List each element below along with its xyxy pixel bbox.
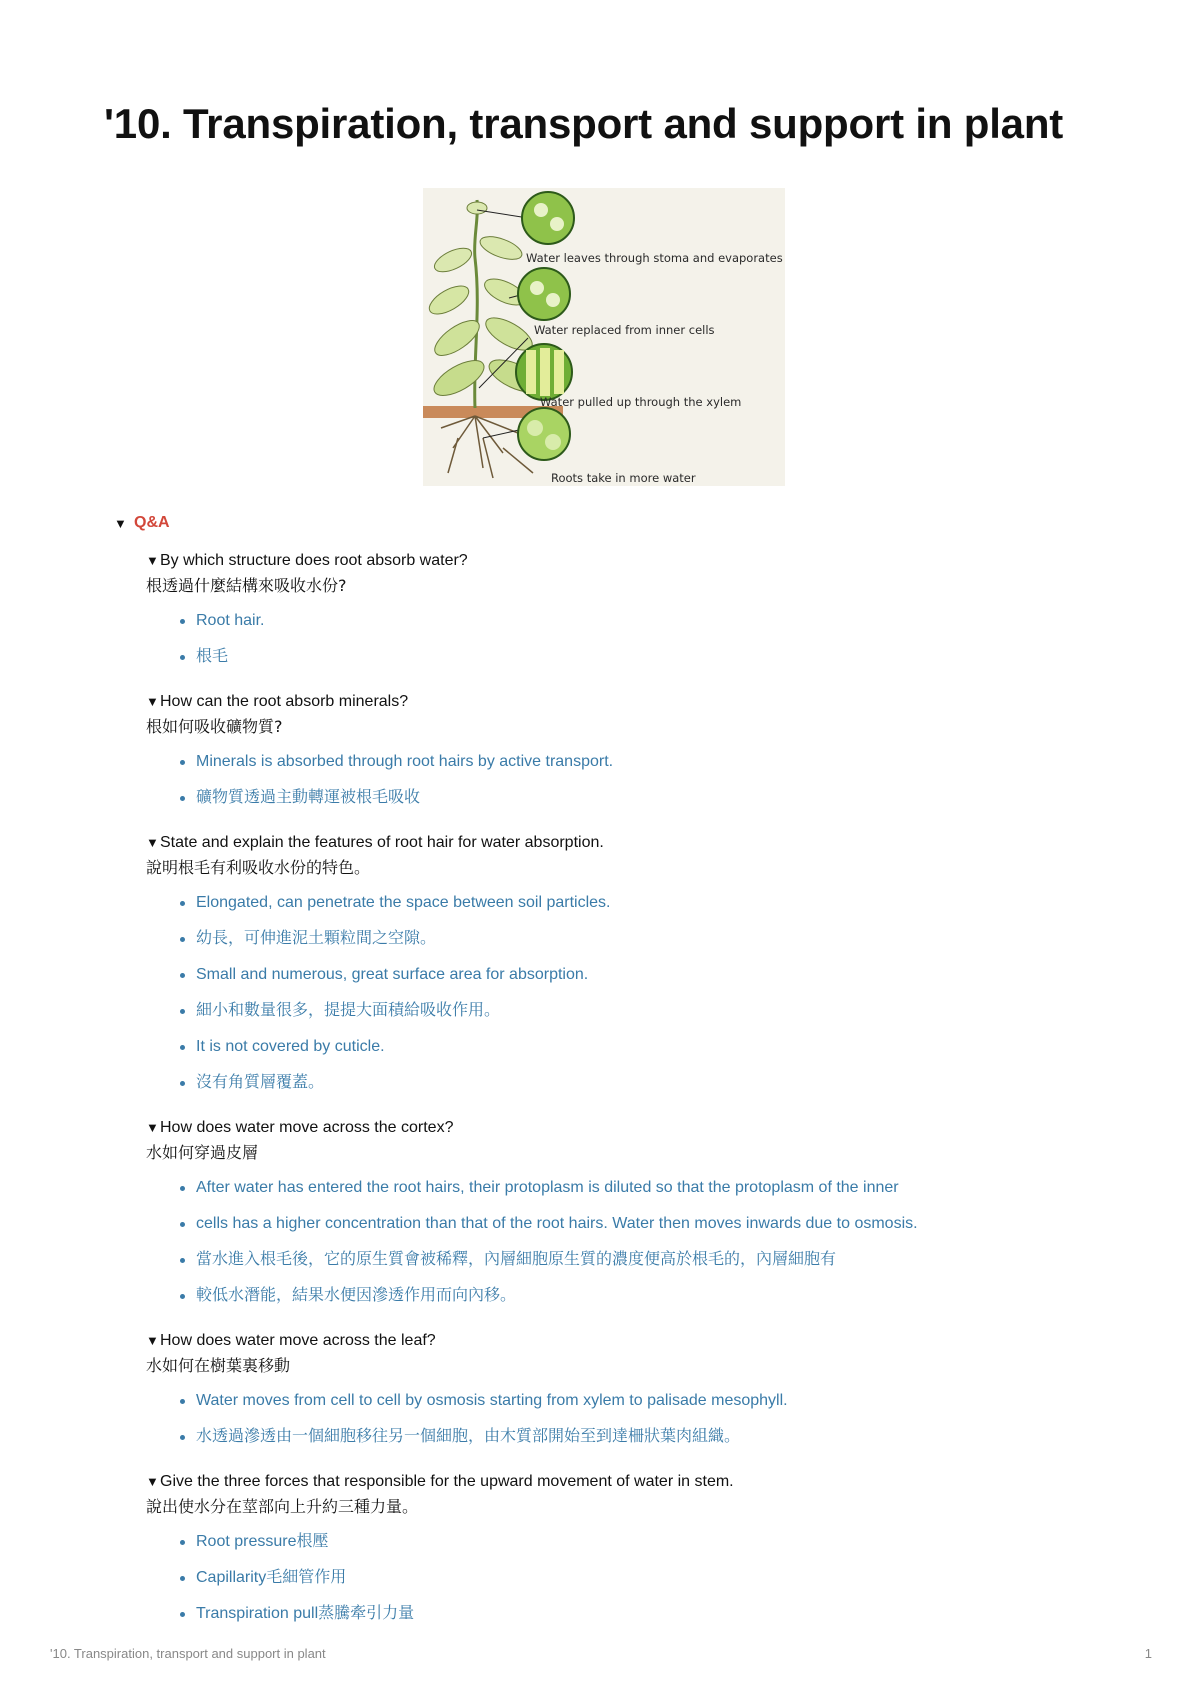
figure-label-xylem: Water pulled up through the xylem bbox=[540, 395, 742, 409]
answer-item: Capillarity毛細管作用 bbox=[196, 1565, 1046, 1601]
question-text-zh: 根如何吸收礦物質? bbox=[146, 717, 283, 736]
question-text-en: How does water move across the cortex? bbox=[160, 1119, 454, 1136]
answer-list bbox=[146, 1529, 1046, 1637]
question-block bbox=[146, 689, 1046, 739]
question-block bbox=[146, 1469, 1046, 1519]
answer-item: 根毛 bbox=[196, 644, 1046, 680]
answer-item: 當水進入根毛後，它的原生質會被稀釋，內層細胞原生質的濃度便高於根毛的，內層細胞有 bbox=[196, 1247, 1046, 1283]
question-toggle[interactable] bbox=[146, 830, 1046, 855]
qa-body bbox=[146, 548, 1046, 1646]
answer-item: 沒有角質層覆蓋。 bbox=[196, 1070, 1046, 1106]
triangle-down-icon[interactable]: ▼ bbox=[114, 515, 127, 531]
qa-toggle[interactable] bbox=[114, 514, 170, 532]
question-text-en: How does water move across the leaf? bbox=[160, 1332, 436, 1349]
answer-item: After water has entered the root hairs, their protoplasm is diluted so that the protoplasm of the inner bbox=[196, 1175, 1046, 1211]
triangle-down-icon[interactable]: ▼ bbox=[146, 553, 159, 568]
qa-toggle-label: Q&A bbox=[134, 514, 170, 531]
figure-label-inner-cells: Water replaced from inner cells bbox=[534, 323, 715, 337]
question-toggle[interactable] bbox=[146, 689, 1046, 714]
answer-item: Small and numerous, great surface area for absorption. bbox=[196, 962, 1046, 998]
triangle-down-icon[interactable]: ▼ bbox=[146, 835, 159, 850]
triangle-down-icon[interactable]: ▼ bbox=[146, 1333, 159, 1348]
footer-page-number: 1 bbox=[1144, 1646, 1152, 1661]
answer-item: Transpiration pull蒸騰牽引力量 bbox=[196, 1601, 1046, 1637]
answer-list bbox=[146, 749, 1046, 821]
transpiration-diagram bbox=[423, 188, 785, 486]
answer-item: Root pressure根壓 bbox=[196, 1529, 1046, 1565]
answer-item: It is not covered by cuticle. bbox=[196, 1034, 1046, 1070]
answer-item: 礦物質透過主動轉運被根毛吸收 bbox=[196, 785, 1046, 821]
footer-document-title: '10. Transpiration, transport and support in plant bbox=[50, 1646, 326, 1661]
triangle-down-icon[interactable]: ▼ bbox=[146, 694, 159, 709]
transpiration-diagram-svg bbox=[423, 188, 785, 486]
question-text-en: By which structure does root absorb water? bbox=[160, 552, 468, 569]
answer-item: 細小和數量很多，提提大面積給吸收作用。 bbox=[196, 998, 1046, 1034]
page-title: '10. Transpiration, transport and support in plant bbox=[104, 100, 1064, 147]
question-text-zh: 根透過什麼結構來吸收水份? bbox=[146, 576, 347, 595]
question-block bbox=[146, 548, 1046, 598]
question-text-zh: 說出使水分在莖部向上升約三種力量。 bbox=[146, 1497, 419, 1516]
question-toggle[interactable] bbox=[146, 1328, 1046, 1353]
answer-item: Minerals is absorbed through root hairs by active transport. bbox=[196, 749, 1046, 785]
answer-item: Water moves from cell to cell by osmosis starting from xylem to palisade mesophyll. bbox=[196, 1388, 1046, 1424]
answer-list bbox=[146, 890, 1046, 1106]
answer-item: cells has a higher concentration than that of the root hairs. Water then moves inwards due to osmosis. bbox=[196, 1211, 1046, 1247]
answer-item: 較低水潛能，結果水便因滲透作用而向內移。 bbox=[196, 1283, 1046, 1319]
answer-list bbox=[146, 1388, 1046, 1460]
answer-item: Root hair. bbox=[196, 608, 1046, 644]
question-block bbox=[146, 1328, 1046, 1378]
question-block bbox=[146, 1115, 1046, 1165]
triangle-down-icon[interactable]: ▼ bbox=[146, 1474, 159, 1489]
question-text-en: State and explain the features of root hair for water absorption. bbox=[160, 834, 604, 851]
question-text-zh: 水如何在樹葉裏移動 bbox=[146, 1356, 291, 1375]
question-toggle[interactable] bbox=[146, 1115, 1046, 1140]
answer-list bbox=[146, 608, 1046, 680]
answer-item: 幼長，可伸進泥土顆粒間之空隙。 bbox=[196, 926, 1046, 962]
answer-item: 水透過滲透由一個細胞移往另一個細胞，由木質部開始至到達柵狀葉肉組織。 bbox=[196, 1424, 1046, 1460]
answer-list bbox=[146, 1175, 1046, 1319]
question-text-zh: 水如何穿過皮層 bbox=[146, 1143, 259, 1162]
answer-item: Elongated, can penetrate the space between soil particles. bbox=[196, 890, 1046, 926]
question-text-en: Give the three forces that responsible for the upward movement of water in stem. bbox=[160, 1473, 734, 1490]
figure-label-stoma: Water leaves through stoma and evaporates bbox=[526, 251, 783, 265]
triangle-down-icon[interactable]: ▼ bbox=[146, 1120, 159, 1135]
figure-label-roots: Roots take in more water bbox=[551, 471, 696, 485]
question-block bbox=[146, 830, 1046, 880]
question-text-en: How can the root absorb minerals? bbox=[160, 693, 409, 710]
question-text-zh: 說明根毛有利吸收水份的特色。 bbox=[146, 858, 371, 877]
question-toggle[interactable] bbox=[146, 548, 1046, 573]
question-toggle[interactable] bbox=[146, 1469, 1046, 1494]
